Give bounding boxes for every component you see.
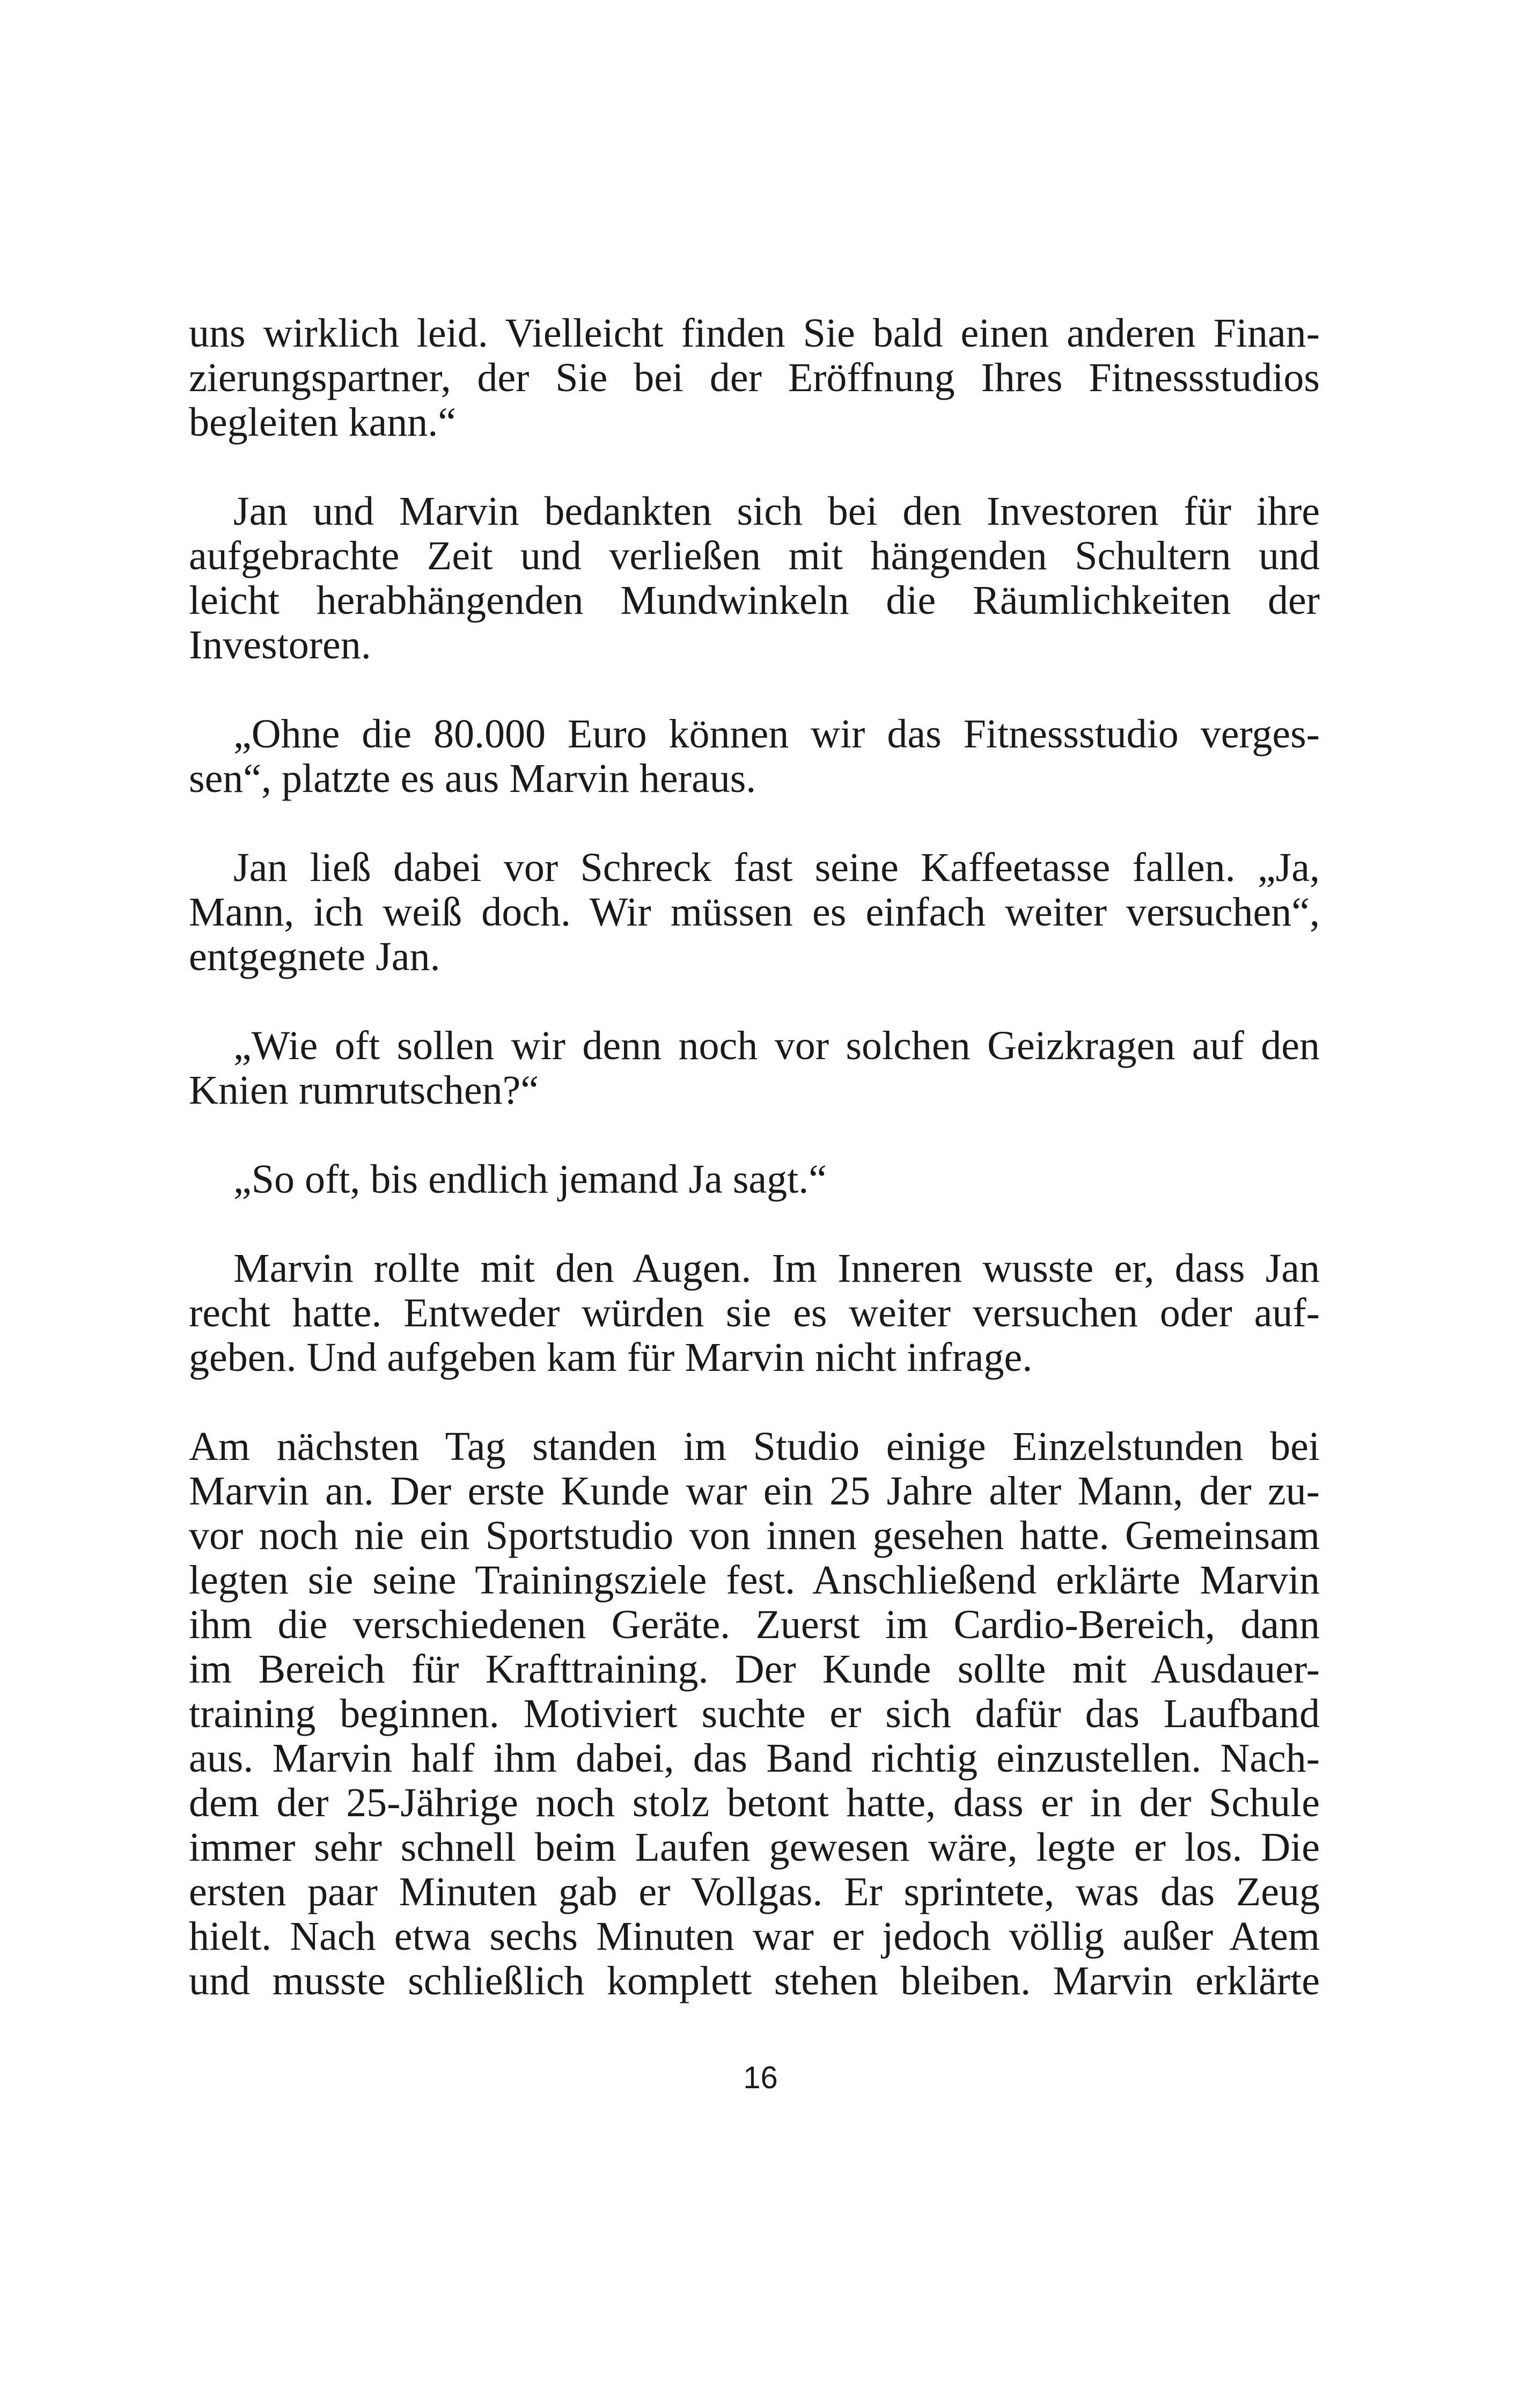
paragraph — [189, 1246, 1320, 1380]
text-line: recht hatte. Entweder würden sie es weiter versuchen oder auf- — [189, 1290, 1320, 1335]
text-line: aus. Marvin half ihm dabei, das Band richtig einzustellen. Nach- — [189, 1736, 1320, 1781]
paragraph-gap — [189, 979, 1320, 1024]
text-line: sen“, platzte es aus Marvin heraus. — [189, 756, 756, 801]
paragraph — [189, 1157, 1320, 1202]
text-line: „Wie oft sollen wir denn noch vor solchen Geizkragen auf den — [233, 1023, 1320, 1068]
body-text — [189, 311, 1320, 2003]
paragraph — [189, 1425, 1320, 2003]
text-line: hielt. Nach etwa sechs Minuten war er jedoch völlig außer Atem — [189, 1914, 1320, 1959]
paragraph — [189, 712, 1320, 801]
text-line: aufgebrachte Zeit und verließen mit hängenden Schultern und — [189, 533, 1320, 578]
text-line: im Bereich für Krafttraining. Der Kunde sollte mit Ausdauer- — [189, 1647, 1320, 1692]
text-line: immer sehr schnell beim Laufen gewesen wäre, legte er los. Die — [189, 1825, 1320, 1870]
paragraph-gap — [189, 667, 1320, 712]
text-line: entgegnete Jan. — [189, 934, 440, 979]
text-line: legten sie seine Trainingsziele fest. Anschließend erklärte Marvin — [189, 1558, 1320, 1603]
text-line: Marvin rollte mit den Augen. Im Inneren wusste er, dass Jan — [233, 1246, 1320, 1291]
paragraph — [189, 1024, 1320, 1113]
paragraph-gap — [189, 1113, 1320, 1157]
text-line: Am nächsten Tag standen im Studio einige Einzelstunden bei — [189, 1424, 1320, 1469]
page-number: 16 — [743, 2060, 778, 2095]
text-line: training beginnen. Motiviert suchte er sich dafür das Laufband — [189, 1691, 1320, 1736]
text-line: geben. Und aufgeben kam für Marvin nicht infrage. — [189, 1335, 1033, 1380]
text-line: Marvin an. Der erste Kunde war ein 25 Jahre alter Mann, der zu- — [189, 1469, 1320, 1514]
text-line: uns wirklich leid. Vielleicht finden Sie bald einen anderen Finan- — [189, 311, 1320, 356]
text-line: Knien rumrutschen?“ — [189, 1068, 539, 1113]
text-line: Jan ließ dabei vor Schreck fast seine Kaffeetasse fallen. „Ja, — [233, 845, 1320, 890]
paragraph — [189, 311, 1320, 445]
text-line: Mann, ich weiß doch. Wir müssen es einfach weiter versuchen“, — [189, 890, 1320, 935]
text-line: und musste schließlich komplett stehen bleiben. Marvin erklärte — [189, 1958, 1320, 2003]
text-line: dem der 25-Jährige noch stolz betont hatte, dass er in der Schule — [189, 1780, 1320, 1825]
text-line: Jan und Marvin bedankten sich bei den Investoren für ihre — [233, 489, 1320, 534]
text-line: leicht herabhängenden Mundwinkeln die Räumlichkeiten der — [189, 578, 1320, 623]
paragraph-gap — [189, 1202, 1320, 1246]
text-line: vor noch nie ein Sportstudio von innen gesehen hatte. Gemeinsam — [189, 1513, 1320, 1558]
text-line: begleiten kann.“ — [189, 400, 457, 445]
text-line: ersten paar Minuten gab er Vollgas. Er sprintete, was das Zeug — [189, 1869, 1320, 1914]
text-line: „So oft, bis endlich jemand Ja sagt.“ — [233, 1157, 827, 1202]
paragraph — [189, 489, 1320, 667]
text-line: zierungspartner, der Sie bei der Eröffnung Ihres Fitnessstudios — [189, 355, 1320, 400]
text-line: „Ohne die 80.000 Euro können wir das Fitnessstudio verges- — [233, 711, 1320, 757]
paragraph-gap — [189, 801, 1320, 846]
text-line: ihm die verschiedenen Geräte. Zuerst im Cardio-Bereich, dann — [189, 1602, 1320, 1647]
paragraph-gap — [189, 445, 1320, 489]
paragraph-gap — [189, 1380, 1320, 1425]
text-line: Investoren. — [189, 622, 371, 667]
paragraph — [189, 846, 1320, 979]
